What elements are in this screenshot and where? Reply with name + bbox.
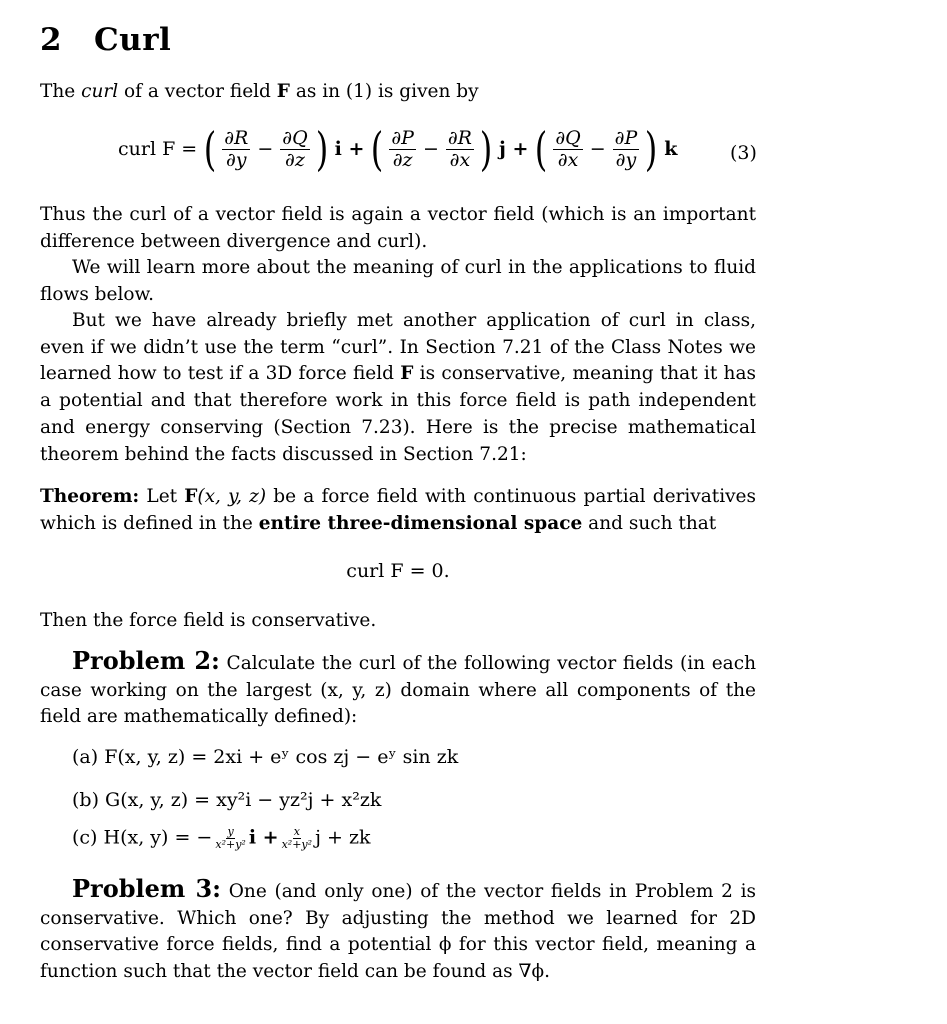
problem-2-part-a: (a) F(x, y, z) = 2xi + eʸ cos zj − eʸ sin zk: [72, 746, 459, 768]
problem-2-part-c: (c) H(x, y) = − $\frac{y}{\text{x²+y²}}$ i + $\frac{x}{\text{x²+y²}}$ j + zk: [72, 825, 371, 852]
conclusion: Then the force field is conservative.: [40, 610, 377, 631]
problem-2-part-b: (b) G(x, y, z) = xy²i − yz²j + x²zk: [72, 789, 382, 811]
section-title: Curl: [94, 22, 172, 58]
problem-2: Problem 2: Calculate the curl of the following vector fields (in each case working on the largest (x, y, z) domain where all components of the field are mathematically defined):: [40, 646, 756, 728]
curl-formula: curl F = ( $\frac{\partial R}{\partial y}$ − $\frac{\partial Q}{\partial z}$ ) i + ( $\frac{\partial P}{\partial z}$ − $\frac{\partial R}{\partial x}$ ) j + ( $\frac{\partial Q}{\partial x}$ − $\frac{\partial P}{\partial y}$ ) k: [118, 122, 678, 176]
equation-number: (3): [730, 142, 757, 164]
paragraph-2: We will learn more about the meaning of curl in the applications to fluid flows below.: [40, 257, 756, 305]
paragraph-1: Thus the curl of a vector field is again a vector field (which is an important difference between divergence and curl).: [40, 204, 756, 252]
theorem: Theorem: Let F(x, y, z) be a force field with continuous partial derivatives which is defined in the entire three-dimensional space and such that: [40, 486, 756, 534]
intro-paragraph: The curl of a vector field F as in (1) is given by: [40, 81, 479, 102]
theorem-equation: curl F = 0.: [346, 560, 450, 582]
section-number: 2: [40, 22, 63, 58]
problem-3: Problem 3: One (and only one) of the vector fields in Problem 2 is conservative. Which one? By adjusting the method we learned for 2D conservative force fields, find a potential ϕ for this vector field, meaning a function such that the vector field can be found as ∇ϕ.: [40, 874, 756, 983]
paragraph-3: But we have already briefly met another application of curl in class, even if we didn’t use the term “curl”. In Section 7.21 of the Class Notes we learned how to test if a 3D force field F is conservative, meaning that it has a potential and that therefore work in this force field is path independent and energy conserving (Section 7.23). Here is the precise mathematical theorem behind the facts discussed in Section 7.21:: [40, 310, 756, 465]
section-heading: [40, 22, 171, 58]
